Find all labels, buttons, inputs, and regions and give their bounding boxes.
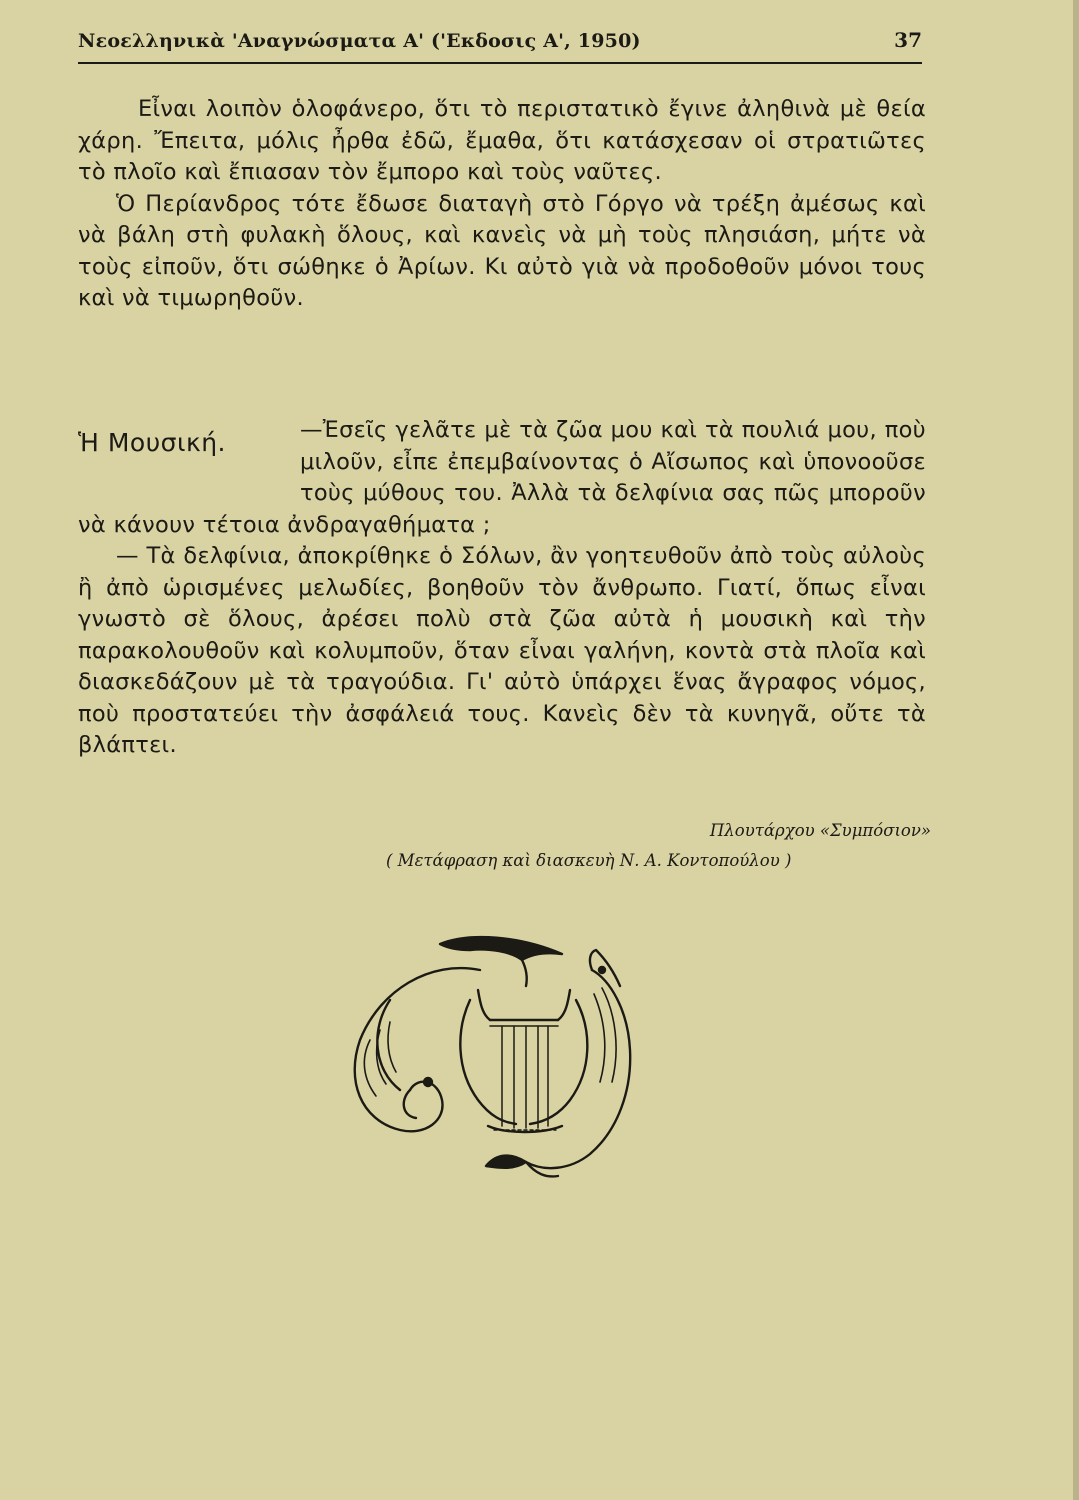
paragraph: —Ἐσεῖς γελᾶτε μὲ τὰ ζῶα μου καὶ τὰ πουλιά μου, ποὺ μιλοῦν, εἶπε ἐπεμβαίνοντας ὁ Αἴσωπος καὶ ὑπονοοῦσε τοὺς μύθους του. Ἀλλὰ τὰ δελφίνια σας πῶς μποροῦν νὰ κάνουν τέτοια ἀνδραγαθήματα ; [78,417,926,538]
text-block-top [78,94,926,315]
paragraph: — Τὰ δελφίνια, ἀποκρίθηκε ὁ Σόλων, ἂν γοητευθοῦν ἀπὸ τοὺς αὐλοὺς ἢ ἀπὸ ὡρισμένες μελωδίες, βοηθοῦν τὸν ἄνθρωπο. Γιατί, ὅπως εἶναι γνωστὸ σὲ ὅλους, ἀρέσει πολὺ στὰ ζῶα αὐτὰ ἡ μουσικὴ καὶ τὴν παρακολουθοῦν καὶ κολυμποῦν, ὅταν εἶναι γαλήνη, κοντὰ στὰ πλοῖα καὶ διασκεδάζουν μὲ τὰ τραγούδια. Γι' αὐτὸ ὑπάρχει ἕνας ἄγραφος νόμος, ποὺ προστατεύει τὴν ἀσφάλειά τους. Κανεὶς δὲν τὰ κυνηγᾶ, οὔτε τὰ βλάπτει. [78,543,926,758]
paragraph: Εἶναι λοιπὸν ὁλοφάνερο, ὅτι τὸ περιστατικὸ ἔγινε ἀληθινὰ μὲ θεία χάρη. Ἔπειτα, μόλις ἦρθα ἐδῶ, ἔμαθα, ὅτι κατάσχεσαν οἱ στρατιῶτες τὸ πλοῖο καὶ ἔπιασαν τὸν ἔμπορο καὶ τοὺς ναῦτες. [78,96,926,185]
citation-translator: ( Μετάφραση καὶ διασκευὴ Ν. Α. Κοντοπούλου ) [386,851,792,870]
running-header [78,22,922,64]
section-heading: Ἡ Μουσική. [78,428,226,457]
lyre-with-dolphins-emblem-icon [330,930,670,1184]
paragraph: Ὁ Περίανδρος τότε ἔδωσε διαταγὴ στὸ Γόργο νὰ τρέξη ἀμέσως καὶ νὰ βάλη στὴ φυλακὴ ὅλους, καὶ κανεὶς νὰ μὴ τοὺς πλησιάση, μήτε νὰ τοὺς εἰποῦν, ὅτι σώθηκε ὁ Ἀρίων. Κι αὐτὸ γιὰ νὰ προδοθοῦν μόνοι τους καὶ νὰ τιμωρηθοῦν. [78,190,926,311]
book-title: Νεοελληνικὰ 'Αναγνώσματα Α' ('Εκδοσις Α', 1950) [78,30,641,52]
citation-source: Πλουτάρχου «Συμπόσιον» [709,821,931,840]
page-edge [1073,0,1079,1500]
page-number: 37 [894,28,922,52]
section-music [78,415,926,762]
